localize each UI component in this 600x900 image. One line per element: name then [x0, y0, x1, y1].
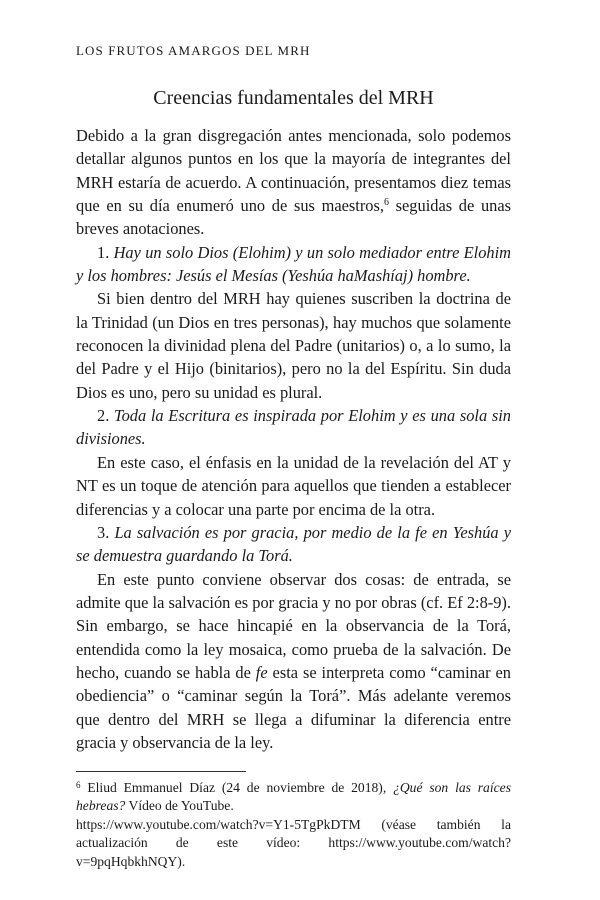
item-number: 2.	[97, 406, 114, 426]
item-statement: Hay un solo Dios (Elohim) y un solo mediador entre Elohim y los hombres: Jesús el Mesías (Yeshúa haMashíaj) hombre.	[76, 242, 511, 286]
running-head: LOS FRUTOS AMARGOS DEL MRH	[76, 43, 311, 58]
paragraph-text: esta se interpreta como “caminar en obediencia” o “caminar según la Torá”. Más adelante veremos que dentro del MRH se llega a difuminar la diferencia entre gracia y observancia de la ley.	[76, 662, 511, 752]
paragraph-text: En este punto conviene observar dos cosas: de entrada, se admite que la salvación es por gracia y no por obras (cf. Ef 2:8-9). Sin embargo, se hace hincapié en la observancia de la Torá, entendida como la ley mosaica, como prueba de la salvación. De hecho, cuando se habla de	[76, 569, 511, 682]
emphasis-word: fe	[255, 662, 268, 682]
body-text	[76, 124, 511, 754]
footnote-line	[76, 779, 511, 816]
paragraph-intro	[76, 124, 511, 241]
footnote-video-title: ¿Qué son las raíces hebreas?	[76, 780, 511, 814]
belief-item-1	[76, 241, 511, 288]
paragraph-text: seguidas de unas breves anotaciones.	[76, 196, 511, 239]
section-title: Creencias fundamentales del MRH	[153, 87, 434, 109]
paragraph-commentary-2: En este caso, el énfasis en la unidad de la revelación del AT y NT es un toque de atención para aquellos que tienden a establecer diferencias y a colocar una parte por encima de la otra.	[76, 452, 511, 519]
item-statement: Toda la Escritura es inspirada por Elohim y es una sola sin divisiones.	[76, 406, 511, 449]
belief-item-3	[76, 521, 511, 568]
footnote-reference: 6	[383, 197, 389, 209]
belief-item-2	[76, 404, 511, 451]
footnote	[76, 779, 511, 871]
item-number: 3.	[97, 522, 115, 542]
footnote-marker: 6	[76, 780, 81, 790]
item-number: 1.	[97, 242, 114, 262]
footnote-divider	[76, 771, 246, 772]
paragraph-commentary-3	[76, 568, 511, 755]
footnote-text: Eliud Emmanuel Díaz (24 de noviembre de 2018),	[80, 780, 394, 795]
footnote-text: Vídeo de YouTube.	[125, 798, 234, 814]
paragraph-commentary-1: Si bien dentro del MRH hay quienes suscriben la doctrina de la Trinidad (un Dios en tres personas), hay muchos que solamente reconocen la divinidad plena del Padre (unitarios) o, a lo sumo, la del Padre y el Hijo (binitarios), pero no la del Espíritu. Sin duda Dios es uno, pero su unidad es plural.	[76, 289, 511, 402]
item-statement: La salvación es por gracia, por medio de la fe en Yeshúa y se demuestra guardando la Torá.	[76, 522, 511, 566]
footnote-urls: https://www.youtube.com/watch?v=Y1-5TgPkDTM (véase también la actualización de este vídeo: https://www.youtube.com/watch?v=9pqHqbkhNQY).	[76, 816, 511, 869]
paragraph-text: Debido a la gran disgregación antes mencionada, solo podemos detallar algunos puntos en los que la mayoría de integrantes del MRH estaría de acuerdo. A continuación, presentamos diez temas que en su día enumeró uno de sus maestros,	[76, 126, 511, 216]
